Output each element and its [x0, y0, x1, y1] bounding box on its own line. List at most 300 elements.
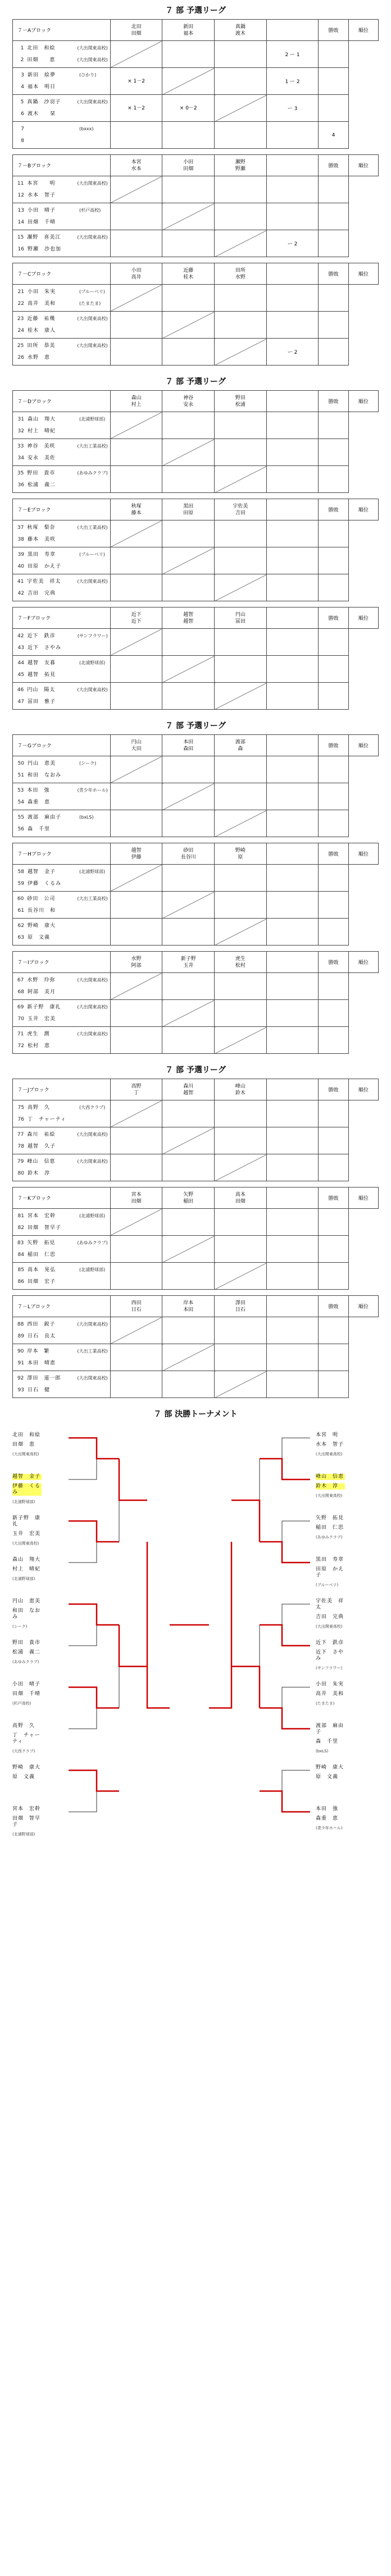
block-label: ７－Hブロック [13, 843, 111, 865]
player-name: 近藤 祐幾 [27, 316, 56, 322]
pair-cell [13, 1209, 111, 1236]
wins-header: 勝敗 [319, 391, 348, 412]
match-cell [110, 756, 162, 783]
opponent-header [215, 843, 267, 865]
pair-cell [13, 629, 111, 656]
entry-club: (bxLS) [316, 1749, 329, 1753]
bracket-line [69, 1770, 97, 1812]
pair-row [13, 865, 379, 892]
player-number: 37 [17, 524, 24, 531]
match-cell [215, 312, 267, 339]
match-cell [215, 919, 267, 946]
wins-header: 勝敗 [319, 735, 348, 756]
player-name: 伊藤 くるみ [28, 881, 62, 887]
player-line [15, 698, 108, 706]
match-cell [215, 1154, 267, 1181]
match-cell [215, 176, 267, 203]
rank-header: 順位 [348, 843, 378, 865]
opponent-name-1: 円山 [235, 611, 245, 618]
opponent-name-2: 越智 [183, 618, 194, 624]
player-name: 宇佐美 祥太 [27, 578, 61, 584]
block-label: ７－Jブロック [13, 1079, 111, 1100]
pair-row [13, 230, 379, 257]
opponent-name-1: 砂田 [183, 847, 194, 853]
match-cell [162, 203, 215, 230]
rank-cell [319, 1317, 348, 1344]
section-title: ７ 部 予選リーグ [165, 721, 226, 730]
opponent-name-2: 近下 [131, 618, 142, 624]
bracket-line [231, 1500, 260, 1542]
match-cell [110, 865, 162, 892]
opponent-name-1: 森川 [183, 1083, 194, 1089]
player-club: (北浦野球部) [79, 416, 106, 422]
pair-row [13, 412, 379, 439]
bracket-line [69, 1604, 119, 1625]
player-number: 25 [17, 342, 24, 349]
player-line [15, 110, 108, 118]
player-line [15, 481, 108, 489]
player-number: 4 [21, 84, 24, 90]
player-name: 高本 晃弘 [28, 1267, 56, 1273]
entry-player-b: 森重 恵 [316, 1816, 339, 1821]
block-label: ７－Kブロック [13, 1187, 111, 1209]
match-cell [162, 466, 215, 493]
player-line [15, 245, 108, 253]
opponent-header [162, 1296, 215, 1317]
rank-cell [319, 95, 348, 122]
match-cell [215, 122, 267, 149]
wins-cell [266, 919, 319, 946]
pair-row [13, 783, 379, 810]
player-name: 日石 健 [28, 1387, 51, 1394]
player-number: 22 [17, 301, 24, 307]
match-cell [215, 865, 267, 892]
entry-player-b: 丁 チャーティ [12, 1733, 40, 1744]
player-number: 53 [17, 787, 24, 793]
block-table [12, 263, 379, 366]
opponent-header [110, 952, 162, 973]
match-cell [215, 629, 267, 656]
player-club: (大出工業高校) [77, 443, 108, 449]
player-name: 田畑 智早子 [28, 1225, 62, 1231]
player-number: 54 [17, 800, 24, 806]
bracket-line [209, 1542, 231, 1708]
entry-player-b: 田原 かえ子 [316, 1566, 344, 1578]
player-line [15, 342, 108, 350]
block-label: ７－Aブロック [13, 20, 111, 41]
player-line [15, 137, 108, 145]
wins-cell: ー 3 [266, 95, 319, 122]
match-cell [110, 574, 162, 601]
match-cell [162, 1127, 215, 1154]
match-cell [110, 230, 162, 257]
wins-header: 勝敗 [319, 263, 348, 285]
entry-club: (北浦野球部) [12, 1577, 35, 1581]
pair-cell [13, 1317, 111, 1344]
player-line [15, 771, 108, 779]
player-line [15, 218, 108, 226]
empty-header [266, 499, 319, 520]
opponent-header [215, 608, 267, 629]
opponent-name-2: 田畑 [131, 1198, 142, 1204]
rank-cell [319, 1127, 348, 1154]
player-number: 15 [17, 234, 24, 240]
player-club: (大出工業高校) [77, 524, 108, 530]
player-number: 34 [17, 455, 24, 462]
player-number: 7 [21, 126, 24, 132]
player-number: 91 [17, 1360, 24, 1367]
bracket-line [282, 1770, 310, 1812]
match-result: × 0－2 [179, 105, 197, 111]
block-label: ７－Cブロック [13, 263, 111, 285]
wins-cell: ー 2 [266, 339, 319, 366]
pair-row [13, 1344, 379, 1371]
opponent-name-2: 越智 [183, 1090, 194, 1096]
opponent-name-2: 田原 [183, 510, 194, 516]
tournament-bracket [12, 1426, 379, 1858]
bracket-line [282, 1604, 310, 1646]
pair-row [13, 122, 379, 149]
player-number: 45 [17, 672, 24, 678]
player-name: 森重 恵 [28, 800, 51, 806]
block-label: ７－Gブロック [13, 735, 111, 756]
opponent-header [215, 263, 267, 285]
block-table [12, 19, 379, 149]
pair-cell [13, 547, 111, 574]
entry-player-a: 野崎 康大 [12, 1765, 41, 1770]
player-line [15, 976, 108, 984]
bracket-line [147, 1542, 170, 1708]
entry-player-a: 小田 晴子 [12, 1682, 41, 1687]
league-sheet [12, 19, 379, 366]
opponent-name-1: 北田 [131, 24, 142, 30]
player-line [15, 578, 108, 586]
player-line [15, 536, 108, 543]
player-name: 虎生 潤 [27, 1031, 50, 1037]
match-cell [162, 810, 215, 837]
player-club: (大出関東高校) [77, 687, 108, 692]
opponent-name-2: 吉田 [235, 510, 245, 516]
player-club: (大出関東高校) [77, 1004, 108, 1010]
pair-row [13, 1027, 379, 1054]
entry-player-a: 渡部 麻由子 [316, 1723, 344, 1735]
empty-header [266, 155, 319, 176]
rank-cell [319, 973, 348, 1000]
match-cell [162, 1317, 215, 1344]
pair-cell [13, 203, 111, 230]
player-club: (杉戸高校) [79, 207, 101, 213]
block-table [12, 607, 379, 710]
player-line [15, 1143, 108, 1150]
player-name: 渡部 麻由子 [28, 814, 62, 820]
rank-cell [319, 656, 348, 683]
player-line [15, 1321, 108, 1328]
pair-row [13, 285, 379, 312]
opponent-header [215, 1079, 267, 1100]
player-line [15, 415, 108, 423]
player-name: 北田 和絵 [27, 45, 56, 51]
player-club: (大出関東高校) [77, 180, 108, 186]
match-cell [215, 285, 267, 312]
player-line [15, 1359, 108, 1367]
match-cell [162, 176, 215, 203]
player-club: (大出関東高校) [77, 57, 108, 63]
match-cell [162, 756, 215, 783]
player-name: 福本 明日 [28, 84, 56, 90]
opponent-name-2: 野瀬 [235, 166, 245, 172]
bracket-line [69, 1604, 97, 1646]
player-club: (大出関東高校) [77, 45, 108, 51]
pair-row [13, 439, 379, 466]
player-name: 新子野 康礼 [27, 1004, 61, 1010]
player-name: 桂木 康人 [28, 328, 56, 334]
pair-cell [13, 176, 111, 203]
player-number: 83 [17, 1240, 24, 1246]
empty-header [266, 1296, 319, 1317]
player-name: 稲田 仁思 [28, 1252, 56, 1258]
match-cell [162, 656, 215, 683]
player-name: 田畑 宏子 [28, 1279, 56, 1285]
player-line [15, 563, 108, 570]
player-name: 丁 チャーティ [28, 1117, 67, 1123]
pair-cell [13, 230, 111, 257]
rank-cell: 4 [319, 122, 348, 149]
pair-cell [13, 574, 111, 601]
rank-header: 順位 [348, 391, 378, 412]
player-line [15, 300, 108, 308]
pair-row [13, 629, 379, 656]
empty-header [266, 391, 319, 412]
match-cell [162, 68, 215, 95]
entry-club: (大出関東高校) [12, 1452, 39, 1456]
player-line [15, 83, 108, 91]
match-cell [110, 68, 162, 95]
player-name: 小田 朱実 [28, 289, 56, 295]
player-number: 33 [17, 443, 24, 449]
player-number: 32 [17, 428, 24, 435]
entry-player-b: 高井 美和 [316, 1691, 344, 1697]
match-cell [110, 973, 162, 1000]
match-cell [162, 1100, 215, 1127]
match-cell [215, 230, 267, 257]
opponent-name-2: 松村 [235, 962, 245, 969]
match-cell [110, 1263, 162, 1290]
opponent-name-2: 藤本 [131, 510, 142, 516]
entry-player-b: 田畑 千晴 [12, 1691, 41, 1697]
wins-cell [266, 892, 319, 919]
player-number: 88 [17, 1321, 24, 1327]
match-cell [162, 629, 215, 656]
opponent-name-2: 伊藤 [131, 854, 142, 860]
player-club: (ひかり) [79, 72, 97, 77]
entry-club: (あゆみクラブ) [316, 1535, 343, 1540]
empty-header [266, 843, 319, 865]
rank-header: 順位 [348, 155, 378, 176]
wins-cell [266, 1027, 319, 1054]
entry-player-a: 新子野 康礼 [12, 1515, 41, 1527]
player-club: (北浦野球部) [79, 1213, 106, 1218]
player-name: 水野 玲弥 [27, 977, 56, 983]
bracket-line [69, 1438, 119, 1459]
wins-header: 勝敗 [319, 499, 348, 520]
player-line [15, 1239, 108, 1247]
match-cell [215, 1100, 267, 1127]
opponent-name-1: 高本 [235, 1191, 245, 1198]
player-number: 12 [17, 193, 24, 199]
match-cell [110, 1371, 162, 1398]
player-line [15, 895, 108, 903]
block-table [12, 1187, 379, 1290]
player-number: 85 [17, 1267, 24, 1273]
player-number: 92 [17, 1375, 24, 1381]
player-number: 68 [17, 989, 24, 995]
wins-cell [266, 1154, 319, 1181]
opponent-name-1: 渡部 [235, 739, 245, 745]
player-line [15, 207, 108, 214]
pair-row [13, 339, 379, 366]
rank-cell [319, 68, 348, 95]
rank-header: 順位 [348, 952, 378, 973]
player-club: (大出関東高校) [77, 99, 108, 104]
match-cell [110, 95, 162, 122]
pair-cell [13, 865, 111, 892]
pair-row [13, 574, 379, 601]
player-club: (サンフラワー) [77, 633, 108, 638]
entry-player-a: 高野 久 [12, 1723, 35, 1729]
player-club: (大出工業高校) [77, 1348, 108, 1354]
wins-cell [266, 1127, 319, 1154]
pair-cell [13, 41, 111, 68]
player-number: 55 [17, 814, 24, 820]
opponent-name-1: 新田 [183, 24, 194, 30]
bracket-line [231, 1666, 260, 1708]
player-club: (たまたま) [79, 301, 101, 307]
opponent-name-1: 越智 [131, 847, 142, 853]
entry-club: (杉戸高校) [12, 1701, 31, 1706]
opponent-header [110, 1187, 162, 1209]
bracket-line [119, 1459, 147, 1500]
wins-cell: 1 ー 2 [266, 68, 319, 95]
entry-player-b: 吉田 完典 [316, 1614, 344, 1620]
pair-cell [13, 892, 111, 919]
opponent-name-2: 長谷川 [180, 854, 196, 860]
match-cell [110, 339, 162, 366]
bracket-line [69, 1521, 119, 1542]
entry-player-a: 野崎 康大 [316, 1765, 344, 1770]
match-cell [162, 1209, 215, 1236]
opponent-name-1: 秋塚 [131, 503, 142, 509]
opponent-header [162, 952, 215, 973]
player-number: 23 [17, 316, 24, 322]
pair-cell [13, 439, 111, 466]
match-cell [215, 1371, 267, 1398]
pair-cell [13, 95, 111, 122]
match-cell [110, 466, 162, 493]
rank-cell [319, 783, 348, 810]
pair-cell [13, 1127, 111, 1154]
opponent-name-1: 真鍋 [235, 24, 245, 30]
pair-row [13, 1154, 379, 1181]
player-name: 近下 さやみ [28, 645, 62, 651]
pair-cell [13, 810, 111, 837]
opponent-name-2: 渡木 [235, 30, 245, 36]
entry-player-b: 松浦 義二 [12, 1650, 41, 1655]
match-cell [162, 919, 215, 946]
player-number: 89 [17, 1333, 24, 1340]
opponent-header [215, 952, 267, 973]
entry-club: (大出関東高校) [12, 1541, 39, 1546]
pair-cell [13, 68, 111, 95]
opponent-header [162, 735, 215, 756]
wins-cell [266, 574, 319, 601]
bracket-line [260, 1708, 310, 1729]
wins-cell [266, 973, 319, 1000]
pair-row [13, 312, 379, 339]
entry-player-b: 近下 さやみ [316, 1650, 344, 1661]
entry-player-a: 越智 金子 [12, 1474, 41, 1479]
opponent-name-2: 冨田 [235, 618, 245, 624]
entry-player-b: 原 文義 [316, 1774, 339, 1780]
pair-cell [13, 339, 111, 366]
opponent-header [162, 608, 215, 629]
player-number: 43 [17, 645, 24, 651]
match-cell [110, 1236, 162, 1263]
opponent-header [110, 735, 162, 756]
match-cell [215, 41, 267, 68]
wins-header: 勝敗 [319, 843, 348, 865]
player-line [15, 1278, 108, 1286]
player-number: 2 [20, 57, 24, 63]
player-line [15, 1374, 108, 1382]
wins-cell [266, 520, 319, 547]
player-line [15, 327, 108, 335]
player-number: 81 [17, 1213, 24, 1219]
match-cell [110, 41, 162, 68]
opponent-name-1: 小田 [131, 267, 142, 273]
entry-player-a: 森山 翔大 [12, 1557, 41, 1563]
player-name: 野瀬 沙也加 [28, 246, 62, 253]
player-name: 真鍋 沙羽子 [27, 99, 61, 105]
player-number: 13 [17, 207, 24, 213]
opponent-name-1: 近下 [131, 611, 142, 618]
pair-cell [13, 1027, 111, 1054]
bracket-line [119, 1625, 147, 1666]
pair-row [13, 919, 379, 946]
match-cell [162, 973, 215, 1000]
player-number: 77 [17, 1131, 24, 1138]
player-number: 44 [17, 660, 24, 666]
bracket-line [260, 1791, 310, 1812]
opponent-name-1: 瀬野 [235, 159, 245, 165]
opponent-name-1: 小田 [183, 159, 194, 165]
wins-header: 勝敗 [319, 20, 348, 41]
wins-cell: ー 2 [266, 230, 319, 257]
opponent-name-2: 原 [238, 854, 243, 860]
pair-row [13, 203, 379, 230]
player-name: 岸本 繁 [27, 1348, 50, 1354]
match-cell [110, 1127, 162, 1154]
match-cell [162, 1371, 215, 1398]
player-line [15, 1003, 108, 1011]
bracket-line [69, 1438, 97, 1479]
rank-header: 順位 [348, 263, 378, 285]
opponent-name-1: 黒田 [183, 503, 194, 509]
rank-cell [319, 1263, 348, 1290]
player-line [15, 354, 108, 362]
opponent-name-1: 越智 [183, 611, 194, 618]
player-number: 72 [17, 1043, 24, 1049]
player-name: 新田 絵夢 [28, 72, 56, 78]
